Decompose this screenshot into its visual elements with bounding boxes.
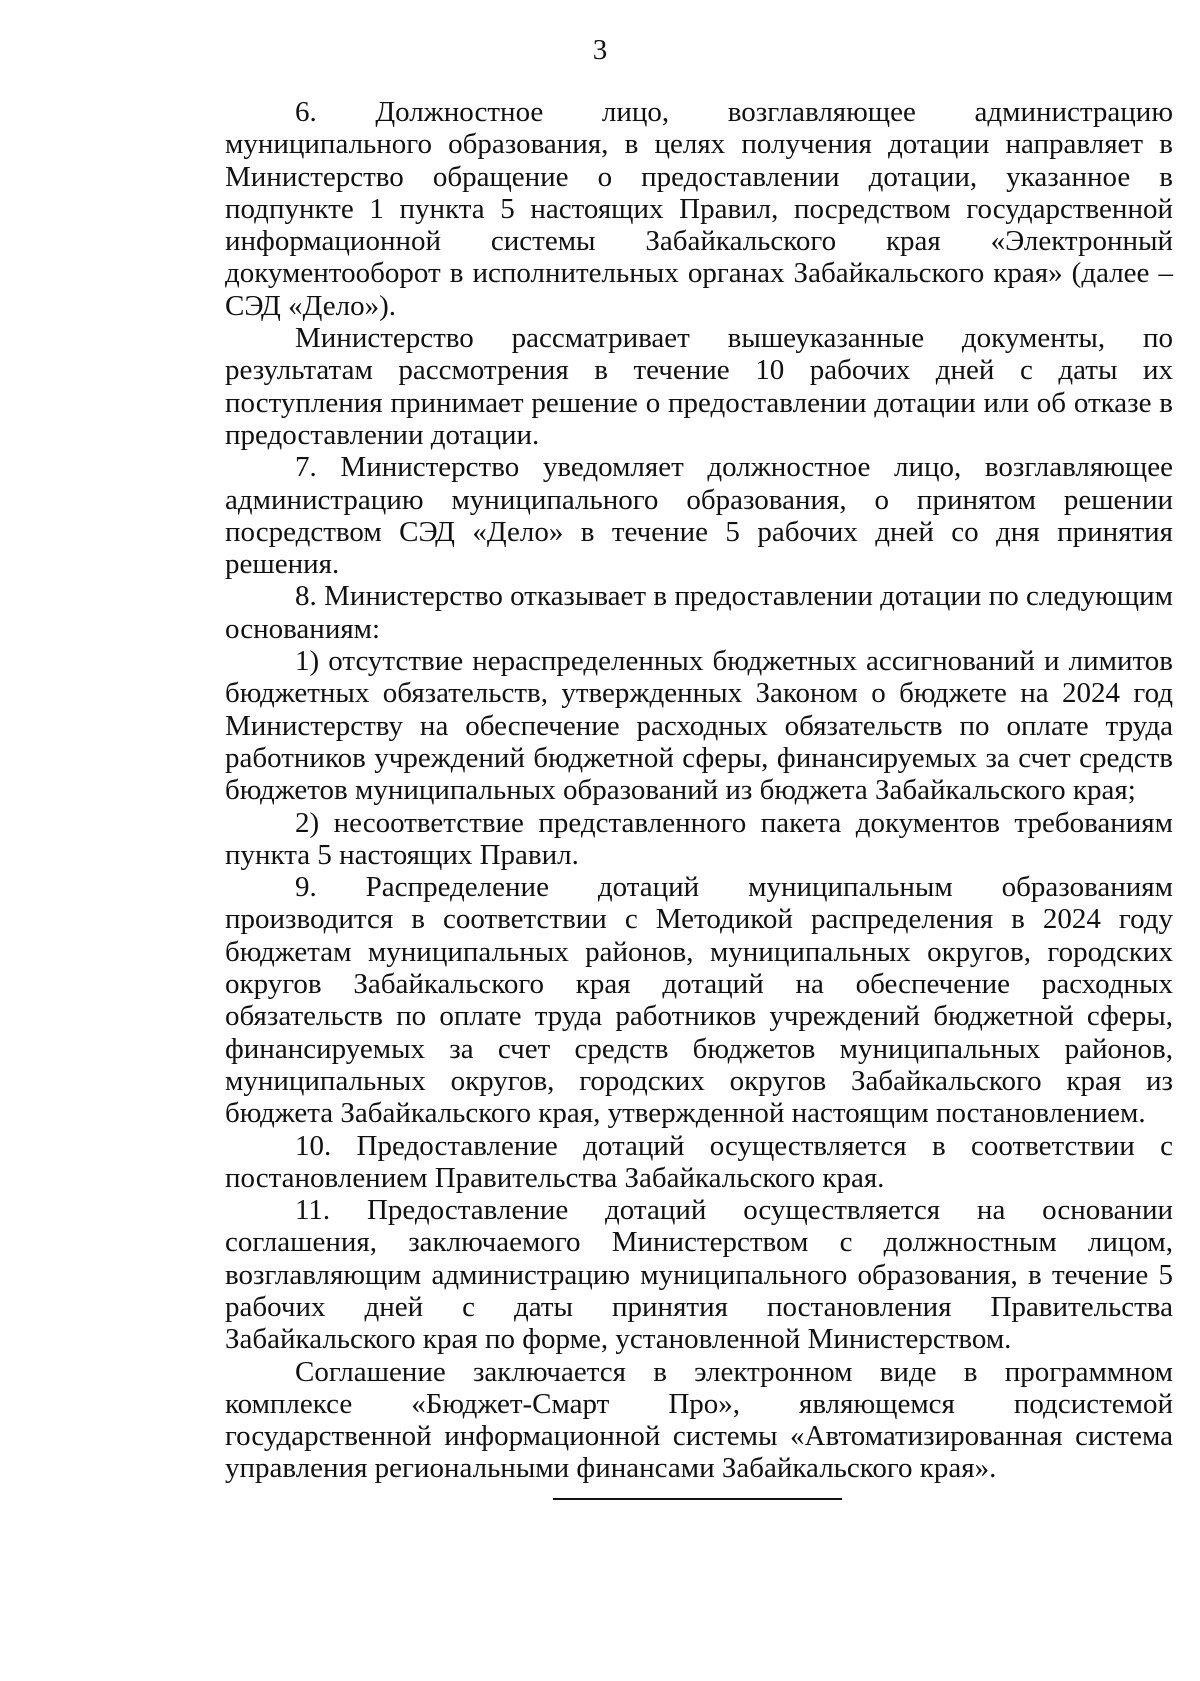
closing-divider (553, 1498, 842, 1500)
page-number: 3 (592, 34, 608, 66)
paragraph-6-review: Министерство рассматривает вышеуказанные документы, по результатам рассмотрения в течение 10 рабочих дней с даты их поступления принимает решение о предоставлении дотации или об отказе в предоставлении дотации. (225, 322, 1173, 451)
paragraph-8: 8. Министерство отказывает в предоставлении дотации по следующим основаниям: (225, 580, 1173, 645)
paragraph-10: 10. Предоставление дотаций осуществляется в соответствии с постановлением Правительства Забайкальского края. (225, 1129, 1173, 1194)
paragraph-11-agreement: Соглашение заключается в электронном виде в программном комплексе «Бюджет-Смарт Про», являющемся подсистемой государственной информационной системы «Автоматизированная система управления региональными финансами Забайкальского края». (225, 1355, 1173, 1485)
paragraph-11: 11. Предоставление дотаций осуществляется на основании соглашения, заключаемого Министерством с должностным лицом, возглавляющим администрацию муниципального образования, в течение 5 рабочих дней с даты принятия постановления Правительства Забайкальского края по форме, установленной Министерством. (225, 1194, 1173, 1356)
paragraph-6: 6. Должностное лицо, возглавляющее администрацию муниципального образования, в целях получения дотации направляет в Министерство обращение о предоставлении дотации, указанное в подпункте 1 пункта 5 настоящих Правил, посредством государственной информационной системы Забайкальского края «Электронный документооборот в исполнительных органах Забайкальского края» (далее – СЭД «Дело»). (225, 96, 1173, 322)
paragraph-8-item-1: 1) отсутствие нераспределенных бюджетных ассигнований и лимитов бюджетных обязательств, утвержденных Законом о бюджете на 2024 год Министерству на обеспечение расходных обязательств по оплате труда работников учреждений бюджетной сферы, финансируемых за счет средств бюджетов муниципальных образований из бюджета Забайкальского края; (225, 645, 1173, 807)
document-body (225, 96, 1173, 1485)
paragraph-7: 7. Министерство уведомляет должностное лицо, возглавляющее администрацию муниципального образования, о принятом решении посредством СЭД «Дело» в течение 5 рабочих дней со дня принятия решения. (225, 451, 1173, 581)
paragraph-9: 9. Распределение дотаций муниципальным образованиям производится в соответствии с Методикой распределения в 2024 году бюджетам муниципальных районов, муниципальных округов, городских округов Забайкальского края дотаций на обеспечение расходных обязательств по оплате труда работников учреждений бюджетной сферы, финансируемых за счет средств бюджетов муниципальных районов, муниципальных округов, городских округов Забайкальского края из бюджета Забайкальского края, утвержденной настоящим постановлением. (225, 871, 1173, 1130)
paragraph-8-item-2: 2) несоответствие представленного пакета документов требованиям пункта 5 настоящих Правил. (225, 806, 1173, 871)
